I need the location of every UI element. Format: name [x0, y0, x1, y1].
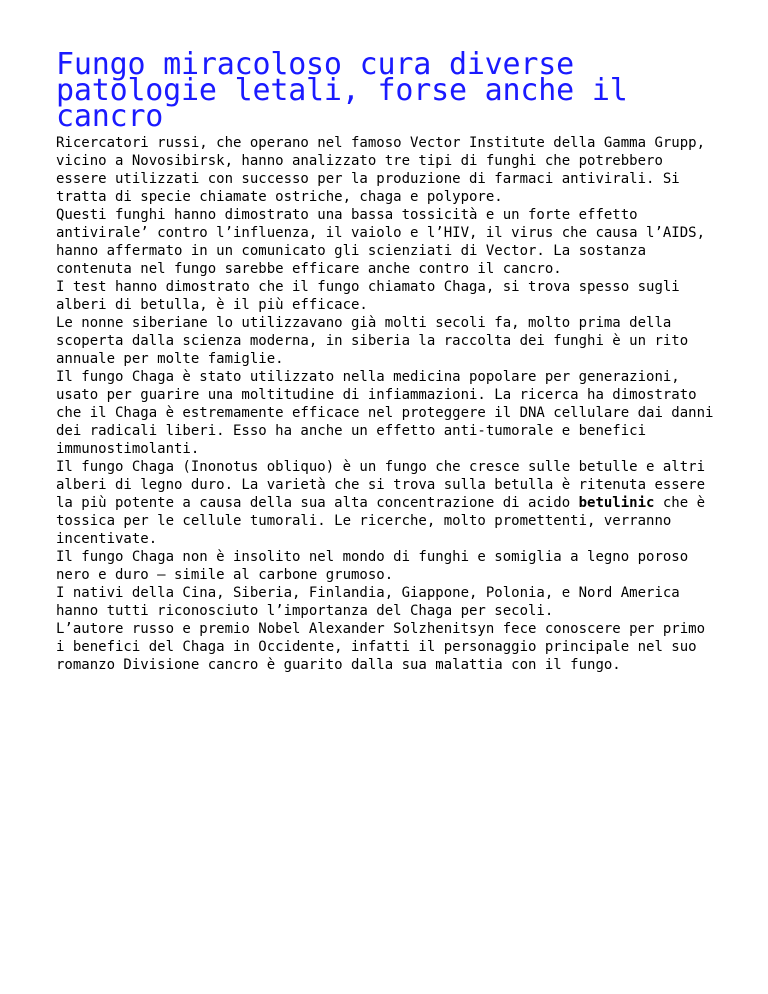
paragraph-1: Ricercatori russi, che operano nel famoso Vector Institute della Gamma Grupp, vicino a Novosibirsk, hanno analizzato tre tipi di funghi che potrebbero essere utilizzati con successo per la produzione di farmaci antivirali. Si tratta di specie chiamate ostriche, chaga e polypore. — [56, 135, 706, 205]
article-title: Fungo miracoloso cura diverse patologie letali, forse anche il cancro — [56, 47, 628, 134]
article — [56, 47, 716, 674]
betulinic-emphasis: betulinic — [578, 495, 655, 511]
paragraph-5: Il fungo Chaga è stato utilizzato nella medicina popolare per generazioni, usato per guarire una moltitudine di infiammazioni. La ricerca ha dimostrato che il Chaga è estremamente efficace nel proteggere il DNA cellulare dai danni dei radicali liberi. Esso ha anche un effetto anti-tumorale e benefici immunostimolanti. — [56, 369, 714, 457]
paragraph-3: I test hanno dimostrato che il fungo chiamato Chaga, si trova spesso sugli alberi di betulla, è il più efficace. — [56, 279, 680, 313]
paragraph-4: Le nonne siberiane lo utilizzavano già molti secoli fa, molto prima della scoperta dalla scienza moderna, in siberia la raccolta dei funghi è un rito annuale per molte famiglie. — [56, 315, 689, 367]
article-body — [56, 134, 716, 674]
paragraph-2: Questi funghi hanno dimostrato una bassa tossicità e un forte effetto antivirale’ contro l’influenza, il vaiolo e l’HIV, il virus che causa l’AIDS, hanno affermato in un comunicato gli scienziati di Vector. La sostanza contenuta nel fungo sarebbe efficare anche contro il cancro. — [56, 207, 706, 277]
paragraph-6-text-before: Il fungo Chaga (Inonotus obliquo) è un fungo che cresce sulle betulle e altri alberi di legno duro. La varietà che si trova sulla betulla è ritenuta essere la più potente a causa della sua alta concentrazione di acido — [56, 459, 706, 511]
paragraph-8: I nativi della Cina, Siberia, Finlandia, Giappone, Polonia, e Nord America hanno tutti riconosciuto l’importanza del Chaga per secoli. — [56, 585, 680, 619]
paragraph-7: Il fungo Chaga non è insolito nel mondo di funghi e somiglia a legno poroso nero e duro — simile al carbone grumoso. — [56, 549, 689, 583]
paragraph-9: L’autore russo e premio Nobel Alexander Solzhenitsyn fece conoscere per primo i benefici del Chaga in Occidente, infatti il personaggio principale nel suo romanzo Divisione cancro è guarito dalla sua malattia con il fungo. — [56, 621, 706, 673]
paragraph-6 — [56, 458, 716, 548]
paragraph-6-text-after: che è tossica per le cellule tumorali. Le ricerche, molto promettenti, verranno incentivate. — [56, 495, 706, 547]
